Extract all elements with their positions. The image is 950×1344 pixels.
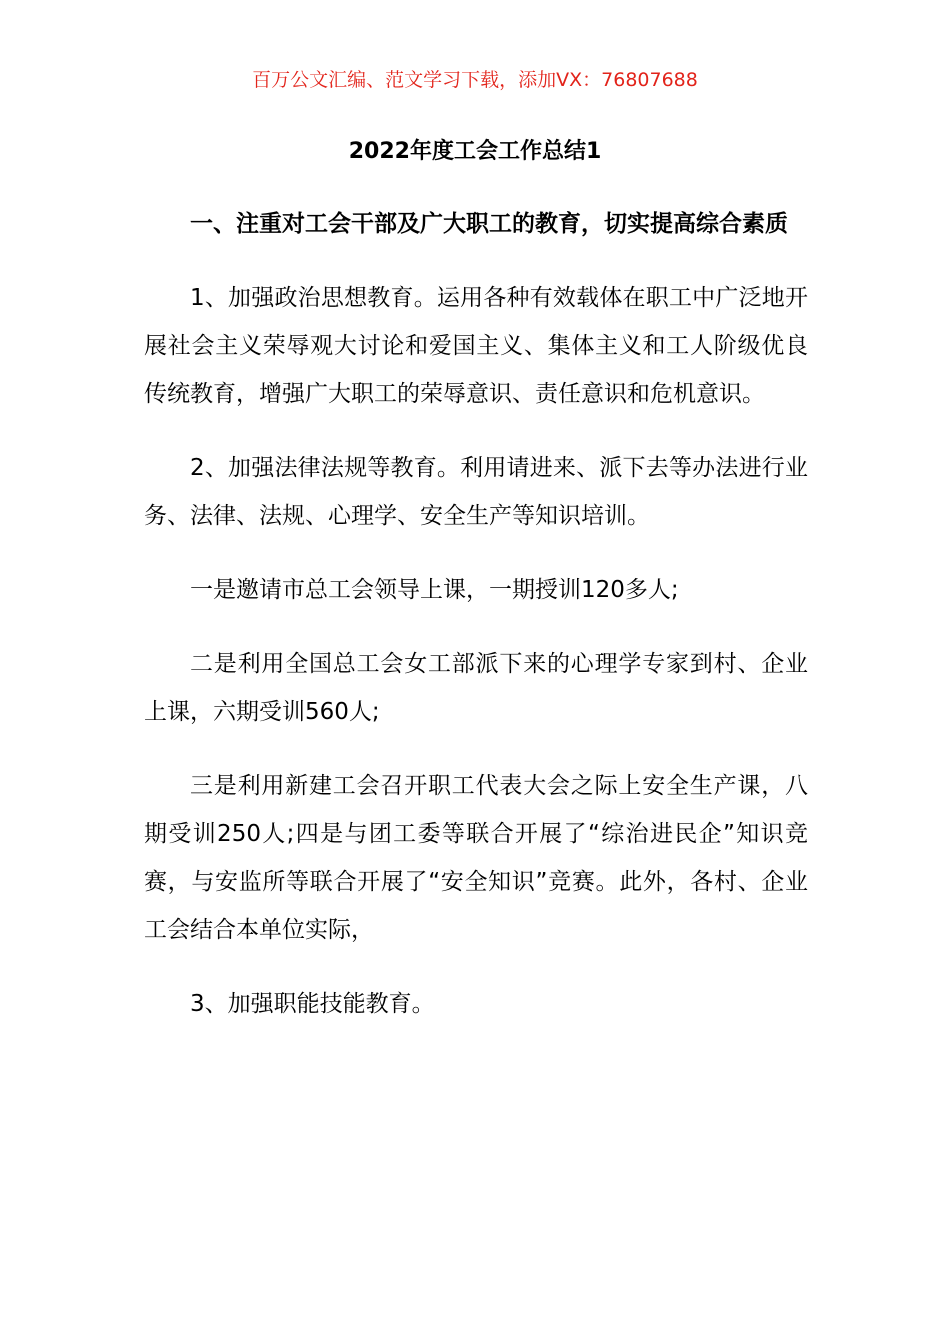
paragraph-legal-education: 2、加强法律法规等教育。利用请进来、派下去等办法进行业务、法律、法规、心理学、安全生产等知识培训。 bbox=[144, 455, 808, 529]
paragraph-item-one: 一是邀请市总工会领导上课，一期授训120多人; bbox=[190, 577, 679, 603]
document-title: 2022年度工会工作总结1 bbox=[348, 139, 602, 164]
section-heading: 一、注重对工会干部及广大职工的教育，切实提高综合素质 bbox=[190, 211, 788, 237]
paragraph-item-two: 二是利用全国总工会女工部派下来的心理学专家到村、企业上课，六期受训560人; bbox=[144, 651, 808, 725]
paragraph-skills-education: 3、加强职能技能教育。 bbox=[190, 991, 435, 1017]
paragraph-item-three: 三是利用新建工会召开职工代表大会之际上安全生产课，八期受训250人;四是与团工委等联合开展了“综治进民企”知识竞赛，与安监所等联合开展了“安全知识”竞赛。此外，各村、企业工会结合本单位实际， bbox=[144, 773, 808, 943]
header-promo-note: 百万公文汇编、范文学习下载，添加VX：76807688 bbox=[252, 69, 698, 91]
document-body bbox=[144, 200, 808, 1028]
paragraph-political-education: 1、加强政治思想教育。运用各种有效载体在职工中广泛地开展社会主义荣辱观大讨论和爱国主义、集体主义和工人阶级优良传统教育，增强广大职工的荣辱意识、责任意识和危机意识。 bbox=[144, 285, 808, 407]
